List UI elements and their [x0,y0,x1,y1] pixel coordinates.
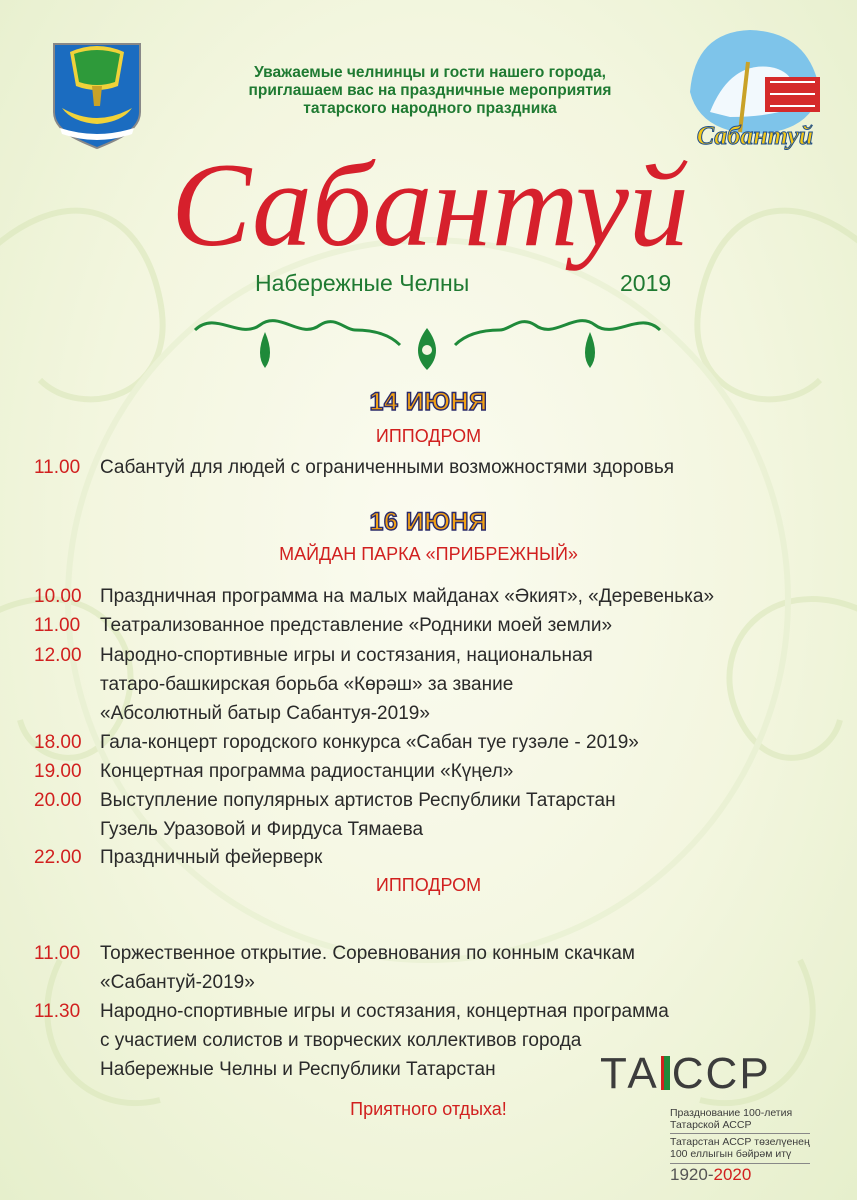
tassr-logo [600,1050,820,1195]
intro-text [180,64,680,118]
ornament-divider [185,310,670,370]
tassr-line: Татарской АССР [670,1119,752,1131]
event-time: 18.00 [34,732,82,753]
venue-heading: ИППОДРОМ [375,875,482,895]
event-text: Театрализованное представление «Родники моей земли» [100,615,613,636]
event-time: 10.00 [34,586,82,607]
intro-line: татарского народного праздника [303,100,557,117]
tassr-years [670,1163,810,1184]
tassr-line: Празднование 100-летия [670,1107,793,1119]
tassr-logo-mark [661,1056,670,1090]
event-text: Народно-спортивные игры и состязания, национальная татаро-башкирская борьба «Көрәш» за звание «Абсолютный батыр Сабантуя-2019» [100,645,593,724]
title-text: Сабантуй [171,138,689,271]
event-text: Гала-концерт городского конкурса «Сабан туе гузәле - 2019» [100,732,639,753]
event-time: 11.00 [34,615,81,636]
event-time: 11.00 [34,943,81,964]
tassr-year-end: 2020 [713,1165,752,1184]
date-heading: 14 ИЮНЯ [369,388,488,416]
event-text: Праздничный фейерверк [100,847,323,868]
event-time: 11.30 [34,1001,81,1022]
event-text: Праздничная программа на малых майданах «Әкият», «Деревенька» [100,586,715,607]
date-heading: 16 ИЮНЯ [369,508,488,536]
tassr-line: Татарстан АССР төзелүенең [670,1133,810,1148]
event-time: 19.00 [34,761,82,782]
intro-line: Уважаемые челнинцы и гости нашего города, [254,64,606,81]
tassr-line: 100 еллыгын бәйрәм итү [670,1148,792,1160]
closing-text: Приятного отдыха! [350,1099,507,1119]
intro-line: приглашаем вас на праздничные мероприятия [248,82,612,99]
event-time: 22.00 [34,847,82,868]
tassr-year-start: 1920 [670,1165,708,1184]
event-text: Народно-спортивные игры и состязания, концертная программа с участием солистов и творческих коллективов города Набережные Челны и Республики Татарстан [100,1001,669,1080]
event-time: 12.00 [34,645,82,666]
coat-of-arms-icon [52,42,142,150]
event-text: Сабантуй для людей с ограниченными возможностями здоровья [100,457,675,478]
event-text: Концертная программа радиостанции «Күңел» [100,761,514,782]
main-title [140,115,720,295]
city-name: Набережные Челны [255,270,470,296]
event-text: Торжественное открытие. Соревнования по конным скачкам «Сабантуй-2019» [100,943,635,993]
venue-heading: ИППОДРОМ [375,426,482,446]
tassr-year-sep: - [707,1165,714,1184]
event-text: Выступление популярных артистов Республики Татарстан Гузель Уразовой и Фирдуса Тямаева [100,790,616,840]
event-time: 20.00 [34,790,82,811]
logo-text: Сабантуй [696,121,814,150]
event-time: 11.00 [34,457,81,478]
venue-heading: МАЙДАН ПАРКА «ПРИБРЕЖНЫЙ» [279,544,578,564]
tassr-logo-ta: ТА [600,1049,659,1098]
year: 2019 [620,270,672,296]
tassr-logo-ssr: ССР [671,1049,771,1098]
